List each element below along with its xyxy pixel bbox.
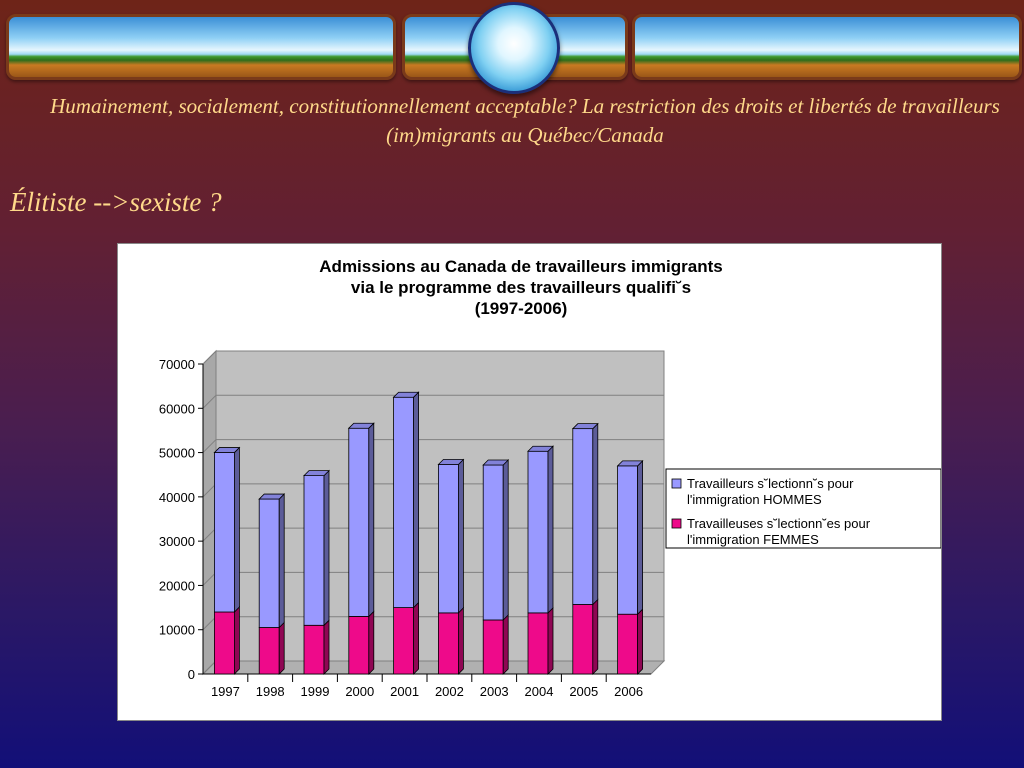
bar-side-men-1999 [324, 471, 329, 626]
bar-side-men-2001 [414, 392, 419, 607]
bar-men-2004 [528, 451, 548, 613]
globe-icon [468, 2, 560, 94]
y-tick-label: 60000 [158, 401, 195, 417]
y-tick-label: 30000 [158, 534, 195, 550]
bar-women-2005 [573, 604, 593, 674]
bar-men-2005 [573, 429, 593, 605]
bar-side-women-2004 [548, 608, 553, 674]
bar-men-2002 [438, 465, 458, 613]
y-tick-label: 40000 [158, 489, 195, 505]
y-tick-label: 20000 [158, 578, 195, 594]
bar-top-2002 [438, 460, 463, 465]
banner-right [632, 14, 1022, 80]
bar-side-men-1998 [279, 494, 284, 627]
bar-top-2006 [618, 461, 643, 466]
chart-legend [666, 469, 941, 548]
bar-women-2002 [438, 613, 458, 674]
legend-swatch-men [672, 479, 681, 488]
bar-side-men-2006 [638, 461, 643, 614]
y-tick-label: 0 [187, 667, 195, 682]
bar-top-1999 [304, 471, 329, 476]
bar-men-2001 [394, 397, 414, 607]
x-tick-label: 2004 [524, 684, 554, 699]
bar-top-2005 [573, 424, 598, 429]
bar-top-2003 [483, 460, 508, 465]
bar-men-1999 [304, 476, 324, 626]
bar-women-1997 [214, 612, 234, 674]
bar-side-men-2005 [593, 424, 598, 605]
slide-heading: Humainement, socialement, constitutionnellement acceptable? La restriction des droits et libertés de travailleurs (im)migrants au Québec/Canada [50, 94, 1000, 147]
bar-side-men-2000 [369, 423, 374, 616]
x-tick-label: 2001 [390, 684, 420, 699]
bar-side-women-1999 [324, 620, 329, 674]
bar-side-men-2002 [458, 460, 463, 613]
y-tick-label: 10000 [158, 622, 195, 638]
bar-side-women-1997 [234, 607, 239, 674]
bar-side-men-1997 [234, 448, 239, 612]
x-tick-label: 1997 [210, 684, 240, 699]
bar-women-1998 [259, 628, 279, 675]
y-tick-label: 50000 [158, 445, 195, 461]
x-tick-label: 2006 [614, 684, 644, 699]
stacked-bar-chart [118, 244, 941, 720]
bar-top-1997 [214, 448, 239, 453]
bar-side-women-2001 [414, 603, 419, 674]
x-tick-label: 1999 [300, 684, 330, 699]
bar-side-men-2003 [503, 460, 508, 620]
bar-men-2003 [483, 465, 503, 620]
x-tick-label: 2005 [569, 684, 599, 699]
chart-title-line-3: (1997-2006) [474, 299, 568, 318]
bar-side-women-2003 [503, 615, 508, 674]
bar-women-2003 [483, 620, 503, 674]
bar-top-2000 [349, 423, 374, 428]
bar-top-1998 [259, 494, 284, 499]
legend-label-men: l'immigration HOMMES [687, 492, 822, 507]
bar-side-women-2000 [369, 611, 374, 674]
bar-men-1998 [259, 499, 279, 627]
bar-men-1997 [214, 453, 234, 612]
bar-women-2004 [528, 613, 548, 674]
bar-side-women-2002 [458, 608, 463, 674]
bar-men-2000 [349, 428, 369, 616]
x-tick-label: 2002 [434, 684, 464, 699]
bar-women-1999 [304, 625, 324, 674]
bar-women-2000 [349, 616, 369, 674]
bar-side-women-2005 [593, 599, 598, 674]
bar-top-2004 [528, 446, 553, 451]
bar-women-2001 [394, 608, 414, 674]
chart-container [117, 243, 942, 721]
bar-side-men-2004 [548, 446, 553, 613]
y-tick-label: 70000 [158, 357, 195, 372]
bar-women-2006 [618, 614, 638, 674]
legend-swatch-women [672, 519, 681, 528]
chart-title-line-2: via le programme des travailleurs qualifi˘s [350, 278, 692, 297]
bar-side-women-1998 [279, 623, 284, 675]
slide-subheading: Élitiste -->sexiste ? [10, 187, 222, 217]
x-tick-label: 1998 [255, 684, 285, 699]
bar-top-2001 [394, 392, 419, 397]
legend-label-women: Travailleuses s˘lectionn˘es pour [687, 516, 871, 531]
banner-left [6, 14, 396, 80]
chart-title-line-1: Admissions au Canada de travailleurs immigrants [319, 257, 723, 276]
bar-men-2006 [618, 466, 638, 614]
x-tick-label: 2000 [345, 684, 375, 699]
x-tick-label: 2003 [479, 684, 509, 699]
bar-side-women-2006 [638, 609, 643, 674]
legend-label-men: Travailleurs s˘lectionn˘s pour [687, 476, 854, 491]
legend-label-women: l'immigration FEMMES [687, 532, 819, 547]
